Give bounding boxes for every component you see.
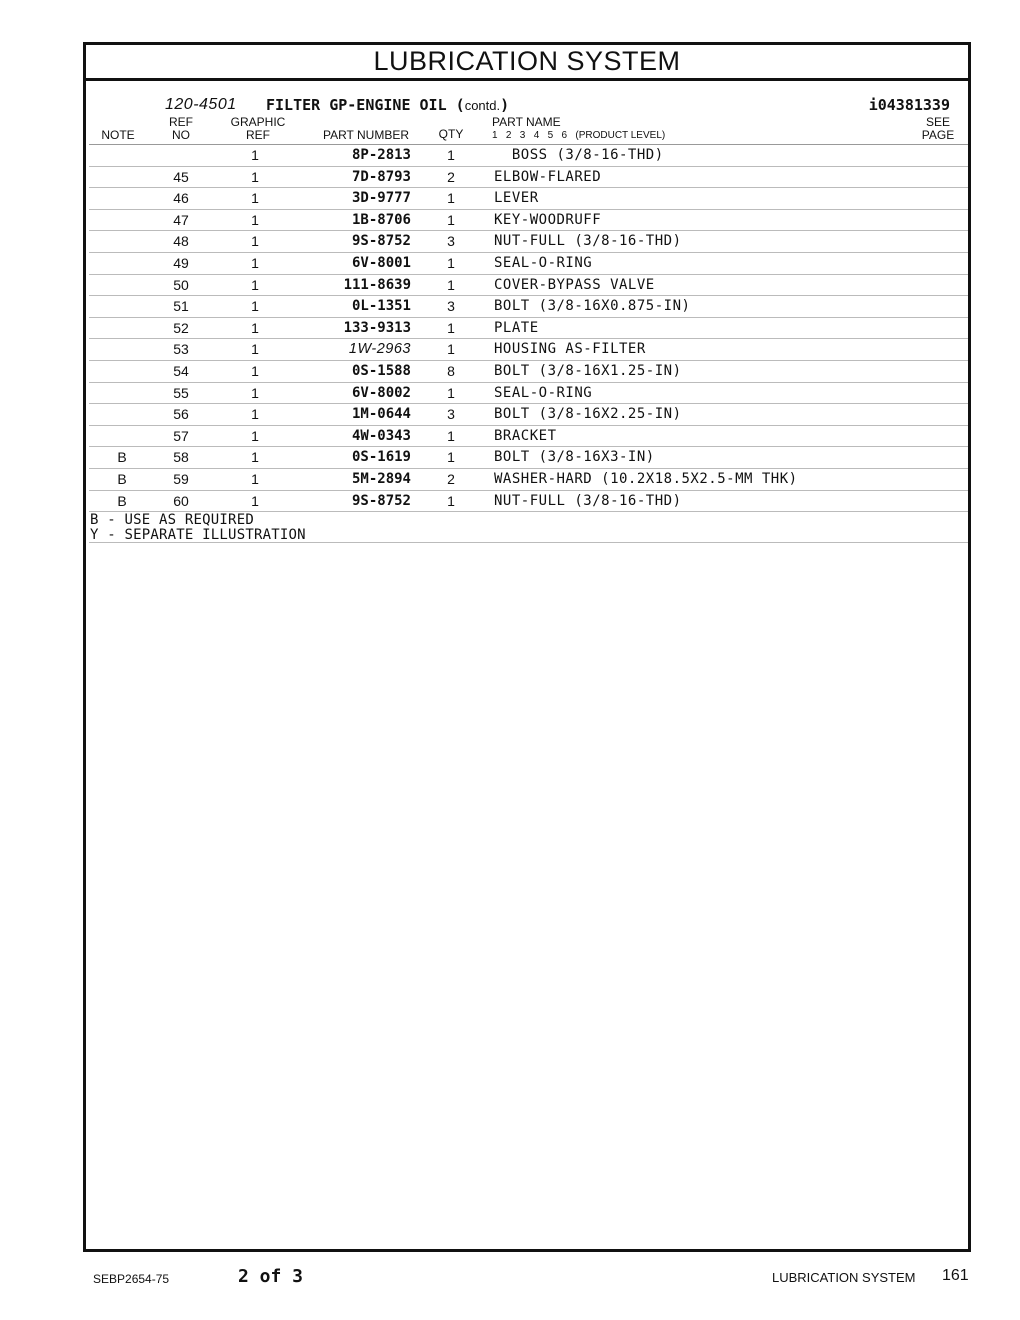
col-seepage-bottom: PAGE [921, 128, 955, 142]
row-ref-no: 52 [173, 319, 189, 336]
row-ref-no: 54 [173, 362, 189, 379]
table-row [89, 210, 968, 232]
col-ref-top: REF [169, 115, 193, 129]
row-qty: 1 [447, 341, 455, 358]
row-part-name: BOLT (3/8-16X1.25-IN) [494, 362, 682, 379]
row-note: B [117, 470, 127, 487]
row-qty: 2 [447, 470, 455, 487]
col-graphic-header [228, 116, 288, 142]
row-graphic-ref: 1 [251, 319, 259, 336]
table-row [89, 231, 968, 253]
row-graphic-ref: 1 [251, 384, 259, 401]
row-part-number[interactable]: 0S-1619 [351, 449, 411, 466]
col-qty-header [436, 128, 466, 141]
row-part-number[interactable]: 0L-1351 [351, 298, 411, 315]
row-part-name: HOUSING AS-FILTER [494, 341, 646, 358]
row-qty: 3 [447, 233, 455, 250]
row-qty: 1 [447, 449, 455, 466]
notes-divider [89, 542, 968, 543]
col-graphic-top: GRAPHIC [230, 115, 286, 129]
row-ref-no: 58 [173, 449, 189, 466]
row-graphic-ref: 1 [251, 449, 259, 466]
row-part-name: PLATE [494, 319, 539, 336]
row-part-number[interactable]: 1W-2963 [348, 341, 411, 358]
row-part-name: BOSS (3/8-16-THD) [494, 147, 664, 163]
row-ref-no: 55 [173, 384, 189, 401]
group-code: i04381339 [868, 96, 950, 114]
col-partnumber-header [318, 129, 414, 142]
row-graphic-ref: 1 [251, 254, 259, 271]
table-row [89, 491, 968, 513]
row-qty: 8 [447, 362, 455, 379]
col-partname-top: PART NAME [492, 115, 561, 129]
table-row [89, 361, 968, 383]
row-ref-no: 46 [173, 190, 189, 207]
row-qty: 1 [447, 211, 455, 228]
row-part-number[interactable]: 3D-9777 [351, 190, 411, 207]
row-ref-no: 47 [173, 211, 189, 228]
note-y: Y - SEPARATE ILLUSTRATION [90, 527, 306, 543]
row-ref-no: 49 [173, 254, 189, 271]
row-ref-no: 45 [173, 168, 189, 185]
row-graphic-ref: 1 [251, 492, 259, 509]
group-close: ) [500, 96, 510, 114]
table-row [89, 383, 968, 405]
row-ref-no: 60 [173, 492, 189, 509]
table-row [89, 318, 968, 340]
row-part-name: WASHER-HARD (10.2X18.5X2.5-MM THK) [494, 470, 798, 487]
row-part-name: BOLT (3/8-16X3-IN) [494, 449, 655, 466]
table-row [89, 296, 968, 318]
row-part-number[interactable]: 0S-1588 [351, 362, 411, 379]
row-part-name: BOLT (3/8-16X2.25-IN) [494, 406, 682, 423]
row-ref-no: 51 [173, 298, 189, 315]
col-ref-bottom: NO [172, 128, 190, 142]
footer-page-number: 161 [942, 1267, 969, 1284]
row-graphic-ref: 1 [251, 276, 259, 293]
row-graphic-ref: 1 [251, 211, 259, 228]
table-row [89, 339, 968, 361]
group-name [266, 96, 509, 114]
row-part-number[interactable]: 9S-8752 [351, 492, 411, 509]
parts-table [89, 145, 968, 512]
notes-legend [90, 513, 306, 543]
row-part-number[interactable]: 1M-0644 [351, 406, 411, 423]
row-graphic-ref: 1 [251, 168, 259, 185]
col-partnumber-label: PART NUMBER [322, 128, 409, 142]
row-ref-no: 56 [173, 406, 189, 423]
row-qty: 1 [447, 147, 455, 163]
row-part-name: BRACKET [494, 427, 557, 444]
group-contd: contd. [464, 98, 501, 113]
row-graphic-ref: 1 [251, 147, 259, 163]
group-name-text: FILTER GP-ENGINE OIL ( [266, 96, 465, 114]
row-part-name: KEY-WOODRUFF [494, 211, 602, 228]
table-row [89, 447, 968, 469]
table-row [89, 469, 968, 491]
footer-doc-id: SEBP2654-75 [93, 1272, 170, 1286]
row-note: B [117, 449, 127, 466]
row-graphic-ref: 1 [251, 406, 259, 423]
col-note-label: NOTE [101, 128, 135, 142]
table-row [89, 253, 968, 275]
table-row [89, 167, 968, 189]
row-ref-no: 57 [173, 427, 189, 444]
col-seepage-header [918, 116, 958, 142]
row-part-number[interactable]: 133-9313 [343, 319, 411, 336]
row-part-name: LEVER [494, 190, 539, 207]
row-part-number[interactable]: 1B-8706 [351, 211, 411, 228]
row-ref-no: 50 [173, 276, 189, 293]
row-part-name: SEAL-O-RING [494, 254, 593, 271]
row-part-name: ELBOW-FLARED [494, 168, 602, 185]
row-qty: 1 [447, 427, 455, 444]
footer-section: LUBRICATION SYSTEM [772, 1270, 916, 1285]
col-seepage-top: SEE [925, 115, 950, 129]
row-ref-no: 53 [173, 341, 189, 358]
row-qty: 1 [447, 384, 455, 401]
row-qty: 1 [447, 190, 455, 207]
table-row [89, 145, 968, 167]
row-qty: 2 [447, 168, 455, 185]
row-part-name: NUT-FULL (3/8-16-THD) [494, 492, 682, 509]
row-graphic-ref: 1 [251, 341, 259, 358]
row-qty: 3 [447, 298, 455, 315]
note-b: B - USE AS REQUIRED [90, 512, 254, 528]
col-qty-label: QTY [438, 127, 464, 141]
col-ref-header [166, 116, 196, 142]
row-note: B [117, 492, 127, 509]
row-part-number[interactable]: 4W-0343 [351, 427, 411, 444]
row-part-name: COVER-BYPASS VALVE [494, 276, 655, 293]
page-title: LUBRICATION SYSTEM [86, 45, 968, 81]
col-graphic-bottom: REF [246, 128, 270, 142]
row-part-name: BOLT (3/8-16X0.875-IN) [494, 298, 691, 315]
row-graphic-ref: 1 [251, 190, 259, 207]
col-partname-header [492, 116, 732, 142]
col-note-header [100, 129, 136, 142]
page-frame [83, 42, 971, 1252]
row-graphic-ref: 1 [251, 298, 259, 315]
col-product-level: 1 2 3 4 5 6 (PRODUCT LEVEL) [492, 130, 666, 141]
row-graphic-ref: 1 [251, 362, 259, 379]
row-part-number[interactable]: 5M-2894 [351, 470, 411, 487]
table-row [89, 426, 968, 448]
row-graphic-ref: 1 [251, 470, 259, 487]
row-qty: 1 [447, 492, 455, 509]
row-part-number[interactable]: 8P-2813 [351, 147, 411, 163]
row-qty: 1 [447, 319, 455, 336]
row-qty: 1 [447, 254, 455, 271]
row-ref-no: 59 [173, 470, 189, 487]
row-part-name: NUT-FULL (3/8-16-THD) [494, 233, 682, 250]
row-ref-no: 48 [173, 233, 189, 250]
row-part-name: SEAL-O-RING [494, 384, 593, 401]
row-graphic-ref: 1 [251, 233, 259, 250]
row-part-number[interactable]: 111-8639 [343, 276, 411, 293]
row-qty: 1 [447, 276, 455, 293]
table-row [89, 188, 968, 210]
row-qty: 3 [447, 406, 455, 423]
row-part-number[interactable]: 7D-8793 [351, 168, 411, 185]
row-graphic-ref: 1 [251, 427, 259, 444]
table-row [89, 404, 968, 426]
table-row [89, 275, 968, 297]
row-part-number[interactable]: 6V-8002 [351, 384, 411, 401]
footer-page-of: 2 of 3 [238, 1266, 304, 1287]
row-part-number[interactable]: 6V-8001 [351, 254, 411, 271]
group-id[interactable]: 120-4501 [165, 96, 237, 113]
row-part-number[interactable]: 9S-8752 [351, 233, 411, 250]
